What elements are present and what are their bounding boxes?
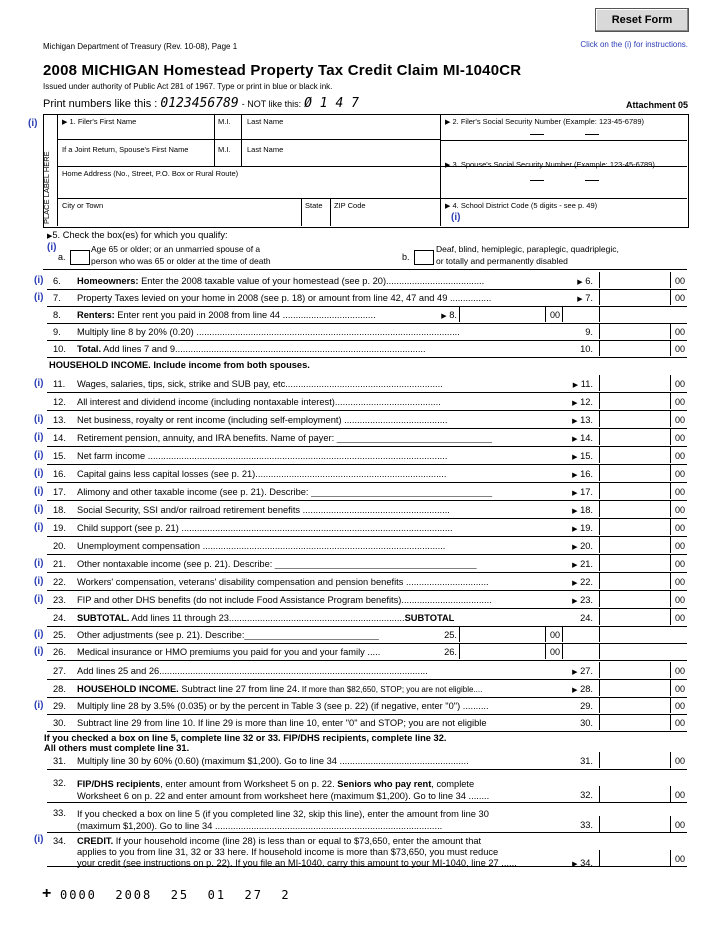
line-20: 20. Unemployment compensation .............................................................................................. ▶ 20. 00 [47, 537, 687, 555]
line-28: 28. HOUSEHOLD INCOME. Subtract line 27 from line 24. If more than $82,650, STOP; you are not eligible.... ▶ 28. 00 [47, 680, 687, 698]
line-23: 23. FIP and other DHS benefits (do not include Food Assistance Program benefits)................................... ▶ 23. 00 [47, 591, 687, 609]
spouse-last-name-label: Last Name [247, 145, 284, 154]
line-12: 12. All interest and dividend income (including nontaxable interest)......................................... ▶ 12. 00 [47, 393, 687, 411]
info-link-6[interactable]: (i) [34, 275, 44, 286]
line-22: 22. Workers' compensation, veterans' disability compensation and pension benefits ................................ ▶ 22. 00 [47, 573, 687, 591]
spouse-mi-label: M.I. [218, 145, 231, 154]
info-link-14[interactable]: (i) [34, 432, 44, 443]
line-19-amount[interactable]: 00 [599, 519, 687, 535]
not-like-label: - NOT like this: [241, 99, 302, 109]
line-24: 24. SUBTOTAL. Add lines 11 through 23....................................................................SUBTOTAL 24. 00 [47, 609, 687, 627]
filer-ssn-label: ▶ 2. Filer's Social Security Number (Example: 123-45-6789) [445, 117, 644, 126]
line-9: 9. Multiply line 8 by 20% (0.20) ...................................................................................................... 9. 00 [47, 323, 687, 341]
line-21: 21. Other nontaxable income (see p. 21). Describe: _______________________________________ ▶ 21. 00 [47, 555, 687, 573]
qualify-heading: ▶5. Check the box(es) for which you qualify: [47, 230, 228, 240]
reset-form-button[interactable]: Reset Form [595, 8, 689, 32]
line-30-amount[interactable]: 00 [599, 714, 687, 730]
line-23-amount[interactable]: 00 [599, 591, 687, 607]
line-29: 29. Multiply line 28 by 3.5% (0.035) or by the percent in Table 3 (see p. 22) (if negative, enter "0") .......... 29. 00 [47, 697, 687, 715]
ssn-divider [440, 114, 441, 226]
line-22-amount[interactable]: 00 [599, 573, 687, 589]
home-address-label: Home Address (No., Street, P.O. Box or Rural Route) [62, 169, 239, 178]
line-26: 26. Medical insurance or HMO premiums you paid for you and your family ..... 26. 00 [47, 643, 687, 661]
line-27: 27. Add lines 25 and 26........................................................................................................ ▶ 27. 00 [47, 662, 687, 680]
info-link-23[interactable]: (i) [34, 594, 44, 605]
line-11: 11. Wages, salaries, tips, sick, strike and SUB pay, etc............................................................. ▶ 11. 00 [47, 375, 687, 393]
print-instructions [43, 96, 359, 111]
line-27-amount[interactable]: 00 [599, 662, 687, 678]
line-13: 13. Net business, royalty or rent income (including self-employment) ........................................ ▶ 13. 00 [47, 411, 687, 429]
line-8-amount[interactable]: 00 [459, 306, 563, 322]
box-32-instructions: If you checked a box on line 5, complete line 32 or 33. FIP/DHS recipients, complete line 32. All others must complete line 31. [44, 733, 447, 753]
instructions-link[interactable]: Click on the (i) for instructions. [580, 40, 688, 49]
household-income-header: HOUSEHOLD INCOME. Include income from both spouses. [49, 360, 310, 370]
line-7: 7. Property Taxes levied on your home in 2008 (see p. 18) or amount from line 42, 47 and 49 ................ ▶ 7. 00 [47, 289, 687, 307]
qualify-b-letter: b. [402, 252, 410, 262]
info-link-21[interactable]: (i) [34, 558, 44, 569]
line-15-amount[interactable]: 00 [599, 447, 687, 463]
info-link-qualify[interactable]: (i) [47, 242, 57, 253]
line-25-right-blank [599, 626, 687, 642]
filer-first-name-label: ▶ 1. Filer's First Name [62, 117, 137, 126]
line-32: 32. FIP/DHS recipients, enter amount from Worksheet 5 on p. 22. Seniors who pay rent, complete Worksheet 6 on p. 22 and enter amount from worksheet here (maximum $1,200). Go to line 34 ........ 32. 00 [47, 774, 687, 803]
place-label-here: PLACE LABEL HERE [42, 151, 51, 224]
info-link-16[interactable]: (i) [34, 468, 44, 479]
qualify-b-checkbox[interactable] [414, 250, 434, 265]
line-16-amount[interactable]: 00 [599, 465, 687, 481]
line-8: 8. Renters: Enter rent you paid in 2008 from line 44 .................................... ▶ 8. 00 [47, 306, 687, 324]
line-25: 25. Other adjustments (see p. 21). Describe:__________________________ 25. 00 [47, 626, 687, 644]
line-9-amount[interactable]: 00 [599, 323, 687, 339]
line-31: 31. Multiply line 30 by 60% (0.60) (maximum $1,200). Go to line 34 .................................................. 31. 00 [47, 752, 687, 770]
line-14-amount[interactable]: 00 [599, 429, 687, 445]
school-district-label: ▶ 4. School District Code (5 digits - see p. 49) [445, 201, 598, 210]
info-link-18[interactable]: (i) [34, 504, 44, 515]
line-15: 15. Net farm income .................................................................................................................... ▶ 15. 00 [47, 447, 687, 465]
spouse-ssn-label: ▶ 3. Spouse's Social Security Number (Example: 123-45-6789) [445, 160, 655, 169]
plus-mark-icon: + [42, 885, 52, 902]
line-18-amount[interactable]: 00 [599, 501, 687, 517]
line-33-amount[interactable]: 00 [599, 816, 687, 832]
info-link-17[interactable]: (i) [34, 486, 44, 497]
line-26-right-blank [599, 643, 687, 659]
info-link-22[interactable]: (i) [34, 576, 44, 587]
qualify-b-text: Deaf, blind, hemiplegic, paraplegic, quadriplegic, or totally and permanently disabled [436, 244, 619, 266]
line-30: 30. Subtract line 29 from line 10. If line 29 is more than line 10, enter "0" and STOP; you are not eligible 30. 00 [47, 714, 687, 732]
line-11-amount[interactable]: 00 [599, 375, 687, 391]
line-33: 33. If you checked a box on line 5 (if you completed line 32, skip this line), enter the amount from line 30 (maximum $1,200). Go to line 34 ........................................................................................ 33. 00 [47, 804, 687, 833]
line-6-amount[interactable]: 00 [599, 272, 687, 288]
info-link-25[interactable]: (i) [34, 629, 44, 640]
line-31-amount[interactable]: 00 [599, 752, 687, 768]
line-26-amount[interactable]: 00 [459, 643, 563, 659]
info-link-7[interactable]: (i) [34, 292, 44, 303]
qualify-a-text: Age 65 or older; or an unmarried spouse of a person who was 65 or older at the time of death [91, 244, 271, 266]
info-link-34[interactable]: (i) [34, 834, 44, 845]
line-14: 14. Retirement pension, annuity, and IRA benefits. Name of payer: ______________________________ ▶ 14. 00 [47, 429, 687, 447]
page-title: 2008 MICHIGAN Homestead Property Tax Credit Claim MI-1040CR [43, 62, 522, 79]
line-20-amount[interactable]: 00 [599, 537, 687, 553]
info-link-26[interactable]: (i) [34, 646, 44, 657]
info-link-label[interactable]: (i) [28, 118, 38, 129]
line-10: 10. Total. Add lines 7 and 9................................................................................................. 10. 00 [47, 340, 687, 358]
line-25-amount[interactable]: 00 [459, 626, 563, 642]
line-34: 34. CREDIT. If your household income (line 28) is less than or equal to $73,650, enter the amount that applies to you from line 31, 32 or 33 here. If household income is more than $73,650, you must reduce your credit (see instructions on p. 22). If you file an MI-1040, carry this amount to your MI-1040, line 27 ...... ▶ 34. 00 [47, 832, 687, 867]
line-18: 18. Social Security, SSI and/or railroad retirement benefits ......................................................... ▶ 18. 00 [47, 501, 687, 519]
authority-line: Issued under authority of Public Act 281 of 1967. Type or print in blue or black ink. [43, 82, 333, 91]
line-6: 6. Homeowners: Enter the 2008 taxable value of your homestead (see p. 20)...................................... ▶ 6. 00 [47, 272, 687, 290]
print-like-label: Print numbers like this : [43, 98, 158, 110]
state-label: State [305, 201, 323, 210]
line-17: 17. Alimony and other taxable income (see p. 21). Describe: ___________________________________ ▶ 17. 00 [47, 483, 687, 501]
label-divider [57, 114, 58, 226]
info-link-11[interactable]: (i) [34, 378, 44, 389]
filer-mi-label: M.I. [218, 117, 231, 126]
info-link-19[interactable]: (i) [34, 522, 44, 533]
line-28-amount[interactable]: 00 [599, 680, 687, 696]
line-7-amount[interactable]: 00 [599, 289, 687, 305]
line-12-amount[interactable]: 00 [599, 393, 687, 409]
info-link-13[interactable]: (i) [34, 414, 44, 425]
info-link-29[interactable]: (i) [34, 700, 44, 711]
info-link-15[interactable]: (i) [34, 450, 44, 461]
line-32-amount[interactable]: 00 [599, 786, 687, 802]
line-19: 19. Child support (see p. 21) ......................................................................................................... ▶ 19. 00 [47, 519, 687, 537]
attachment-number: Attachment 05 [625, 100, 688, 110]
not-sample: Ø 1 4 7 [304, 96, 359, 111]
spouse-first-name-label: If a Joint Return, Spouse's First Name [62, 145, 189, 154]
line-17-amount[interactable]: 00 [599, 483, 687, 499]
line-13-amount[interactable]: 00 [599, 411, 687, 427]
qualify-a-letter: a. [58, 252, 66, 262]
dept-line: Michigan Department of Treasury (Rev. 10-08), Page 1 [43, 42, 238, 51]
line-16: 16. Capital gains less capital losses (see p. 21).......................................................................... ▶ 16. 00 [47, 465, 687, 483]
zip-label: ZIP Code [334, 201, 366, 210]
form-code: 0000 2008 25 01 27 2 [60, 888, 291, 902]
print-sample: 0123456789 [160, 96, 239, 111]
line-24-amount[interactable]: 00 [599, 609, 687, 625]
filer-last-name-label: Last Name [247, 117, 284, 126]
line-29-amount[interactable]: 00 [599, 697, 687, 713]
line-8-right-blank [599, 306, 687, 322]
line-21-amount[interactable]: 00 [599, 555, 687, 571]
info-link-school[interactable]: (i) [451, 212, 461, 223]
line-10-amount[interactable]: 00 [599, 340, 687, 356]
qualify-a-checkbox[interactable] [70, 250, 90, 265]
city-label: City or Town [62, 201, 104, 210]
line-34-amount[interactable]: 00 [599, 850, 687, 866]
